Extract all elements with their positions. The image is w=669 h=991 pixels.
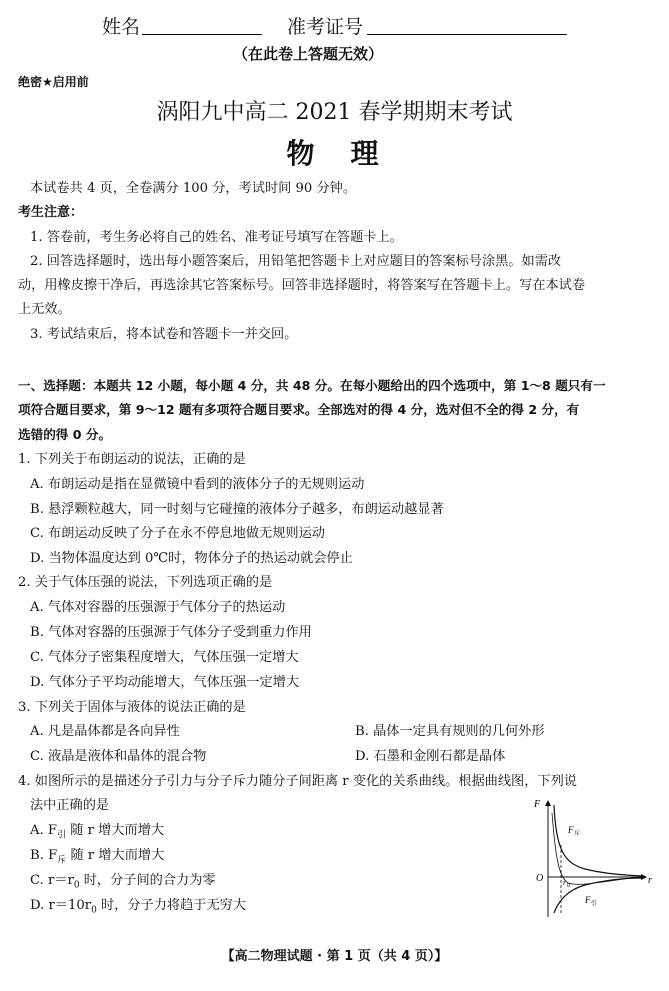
option-text: 随 r 增大而增大: [66, 848, 165, 863]
option-c[interactable]: C. 液晶是液体和晶体的混合物: [30, 749, 207, 764]
x-axis-label: r: [648, 875, 652, 886]
option-text: C. r＝r: [30, 873, 74, 888]
origin-label: O: [536, 873, 544, 884]
option-a[interactable]: A. 凡是晶体都是各向异性: [30, 724, 180, 739]
repulsion-curve: [554, 805, 642, 876]
intro-text: 本试卷共 4 页，全卷满分 100 分，考试时间 90 分钟。: [30, 181, 357, 196]
option-text: 时，分子间的合力为零: [79, 873, 216, 888]
name-blank[interactable]: [142, 34, 262, 35]
subscript: 斥: [57, 855, 67, 866]
option-a[interactable]: A. 气体对容器的压强源于气体分子的热运动: [30, 600, 286, 615]
exam-no-blank[interactable]: [367, 34, 567, 35]
notice-item: 2. 回答选择题时，选出每小题答案后，用铅笔把答题卡上对应题目的答案标号涂黑。如需改: [30, 254, 562, 269]
invalid-note: （在此卷上答题无效）: [233, 45, 384, 63]
r0-label: r: [563, 878, 567, 887]
option-text: B. F: [30, 848, 58, 863]
name-label: 姓名: [102, 16, 141, 38]
notice-item: 3. 考试结束后，将本试卷和答题卡一并交回。: [30, 327, 298, 342]
question-stem: 3. 下列关于固体与液体的说法正确的是: [18, 700, 246, 715]
page-footer: 【高二物理试题 · 第 1 页（共 4 页）】: [221, 949, 448, 964]
notice-item: 1. 答卷前，考生务必将自己的姓名、准考证号填写在答题卡上。: [30, 230, 403, 245]
subscript: 引: [57, 830, 67, 841]
option-text: D. r＝10r: [30, 898, 92, 913]
question-stem: 1. 下列关于布朗运动的说法，正确的是: [18, 452, 246, 467]
section-instructions: 项符合题目要求，第 9～12 题有多项符合题目要求。全部选对的得 4 分，选对但不全的得 2 分，有: [18, 402, 580, 417]
question-stem: 法中正确的是: [30, 798, 110, 813]
question-stem: 2. 关于气体压强的说法，下列选项正确的是: [18, 575, 273, 590]
exam-no-label: 准考证号: [287, 16, 364, 38]
repulse-label: F: [568, 825, 574, 835]
option-b[interactable]: B. 气体对容器的压强源于气体分子受到重力作用: [30, 625, 312, 640]
exam-title: 涡阳九中高二 2021 春学期期末考试: [156, 100, 513, 125]
subscript: 0: [73, 880, 80, 891]
r0-subscript: 0: [567, 883, 570, 889]
option-d[interactable]: D. 气体分子平均动能增大，气体压强一定增大: [30, 675, 300, 690]
section-instructions: 一、选择题：本题共 12 小题，每小题 4 分，共 48 分。在每小题给出的四个选项中，第 1～8 题只有一: [18, 378, 606, 393]
option-d[interactable]: D. 石墨和金刚石都是晶体: [355, 749, 506, 764]
force-distance-graph: [530, 795, 660, 923]
option-d[interactable]: D. 当物体温度达到 0℃时，物体分子的热运动就会停止: [30, 551, 353, 566]
notice-item: 动，用橡皮擦干净后，再选涂其它答案标号。回答非选择题时，将答案写在答题卡上。写在本试卷: [18, 278, 586, 293]
option-text: 随 r 增大而增大: [66, 823, 165, 838]
option-c[interactable]: C. 布朗运动反映了分子在永不停息地做无规则运动: [30, 526, 325, 541]
option-a[interactable]: A. 布朗运动是指在显微镜中看到的液体分子的无规则运动: [30, 477, 365, 492]
attract-label: F: [585, 895, 591, 905]
option-text: A. F: [30, 823, 58, 838]
section-instructions: 选错的得 0 分。: [18, 427, 112, 442]
attract-subscript: 引: [591, 900, 598, 907]
question-stem: 4. 如图所示的是描述分子引力与分子斥力随分子间距离 r 变化的关系曲线。根据曲线图，下列说: [18, 774, 577, 789]
option-b[interactable]: B. 晶体一定具有规则的几何外形: [355, 724, 545, 739]
option-text: 时，分子力将趋于无穷大: [96, 898, 247, 913]
notice-heading: 考生注意：: [18, 205, 84, 220]
notice-item: 上无效。: [18, 302, 71, 317]
y-axis-label: F: [534, 799, 541, 810]
option-c[interactable]: C. 气体分子密集程度增大，气体压强一定增大: [30, 650, 299, 665]
secret-mark: 绝密★启用前: [18, 75, 89, 89]
repulse-subscript: 斥: [574, 830, 581, 837]
net-force-curve: [552, 813, 640, 884]
subscript: 0: [91, 905, 97, 916]
subject-title: 物 理: [286, 137, 383, 170]
option-b[interactable]: B. 悬浮颗粒越大，同一时刻与它碰撞的液体分子越多，布朗运动越显著: [30, 502, 444, 517]
